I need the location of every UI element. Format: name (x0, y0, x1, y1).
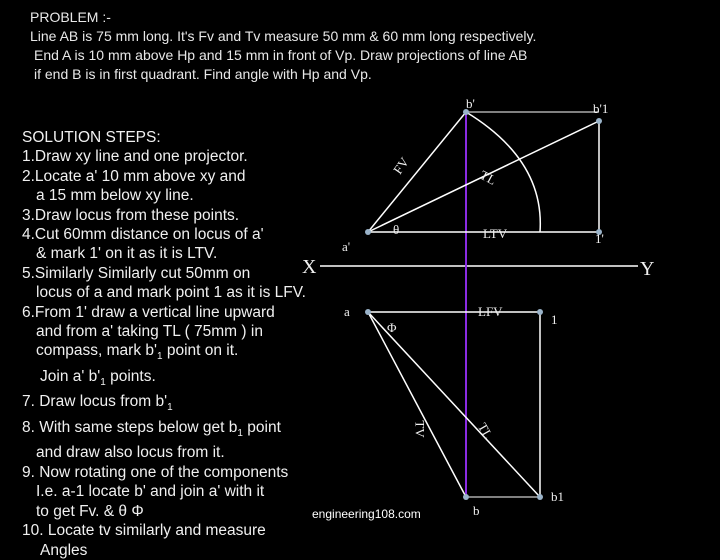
step-4: 4.Cut 60mm distance on locus of a' (22, 226, 264, 244)
label-ltv: LTV (483, 226, 508, 241)
problem-line-1: Line AB is 75 mm long. It's Fv and Tv measure 50 mm & 60 mm long respectively. (30, 28, 537, 44)
label-b1-dash: b'1 (593, 101, 609, 116)
step-4-cont: & mark 1' on it as it is LTV. (36, 245, 218, 263)
subscript-1: 1 (100, 377, 106, 389)
point-b1-dash (596, 118, 602, 124)
step-5: 5.Similarly Similarly cut 50mm on (22, 264, 251, 282)
step-6-text-a: compass, mark b' (36, 342, 157, 360)
label-b-dash: b' (466, 96, 475, 111)
tl-bottom-line (368, 312, 540, 497)
label-tl-bottom: TL (474, 420, 496, 442)
step-6-text-b: point on it. (166, 342, 239, 360)
step-3: 3.Draw locus from these points. (22, 206, 240, 224)
step-8-text-a: 8. With same steps below get b (22, 418, 238, 436)
step-10: 10. Locate tv similarly and measure (22, 522, 266, 540)
solution-heading: SOLUTION STEPS: (22, 129, 161, 146)
subscript-1: 1 (237, 428, 243, 440)
label-1-dash: 1' (595, 231, 604, 246)
label-1: 1 (551, 312, 558, 327)
label-lfv: LFV (478, 304, 503, 319)
label-phi: Φ (387, 320, 397, 335)
point-a-dash (365, 229, 371, 235)
point-1 (537, 309, 543, 315)
label-tl-top: TL (477, 167, 499, 188)
step-9-text: to get Fv. & (36, 502, 115, 520)
step-6-cont: and from a' taking TL ( 75mm ) in (36, 323, 263, 341)
step-1: 1.Draw xy line and one projector. (22, 148, 248, 166)
step-6: 6.From 1' draw a vertical line upward (22, 303, 275, 321)
label-fv: FV (389, 154, 412, 177)
label-tv: TV (412, 420, 428, 438)
fv-line (368, 112, 466, 232)
label-a: a (344, 304, 350, 319)
step-2: 2.Locate a' 10 mm above xy and (22, 167, 246, 185)
label-y: Y (640, 258, 655, 280)
label-x: X (302, 256, 317, 278)
step-9: 9. Now rotating one of the components (22, 463, 289, 481)
subscript-1: 1 (156, 351, 163, 363)
theta-symbol: θ (118, 502, 128, 520)
step-9-cont: I.e. a-1 locate b' and join a' with it (36, 483, 265, 501)
tv-line (368, 312, 466, 497)
problem-line-2: End A is 10 mm above Hp and 15 mm in front of Vp. Draw projections of line AB (34, 47, 528, 63)
phi-symbol: Φ (131, 502, 144, 520)
step-10-cont: Angles (40, 541, 88, 559)
label-b1: b1 (551, 489, 564, 504)
step-7-text: 7. Draw locus from b' (22, 393, 168, 411)
point-b1 (537, 494, 543, 500)
step-6-join-a: Join a' b' (40, 367, 101, 385)
subscript-1: 1 (167, 402, 173, 414)
step-6-join-b: points. (110, 367, 156, 385)
step-8-cont: and draw also locus from it. (36, 444, 225, 462)
b1-dash-arc (466, 112, 540, 232)
label-b: b (473, 503, 480, 518)
step-8-text-b: point (247, 418, 281, 436)
step-5-cont: locus of a and mark point 1 as it is LFV. (36, 284, 306, 302)
label-theta: θ (393, 222, 400, 237)
credit-watermark: engineering108.com (312, 507, 421, 521)
point-a (365, 309, 371, 315)
problem-line-3: if end B is in first quadrant. Find angle with Hp and Vp. (34, 66, 372, 82)
step-2-cont: a 15 mm below xy line. (36, 187, 194, 205)
problem-heading: PROBLEM :- (30, 9, 111, 25)
point-b (463, 494, 469, 500)
label-a-dash: a' (342, 239, 351, 254)
